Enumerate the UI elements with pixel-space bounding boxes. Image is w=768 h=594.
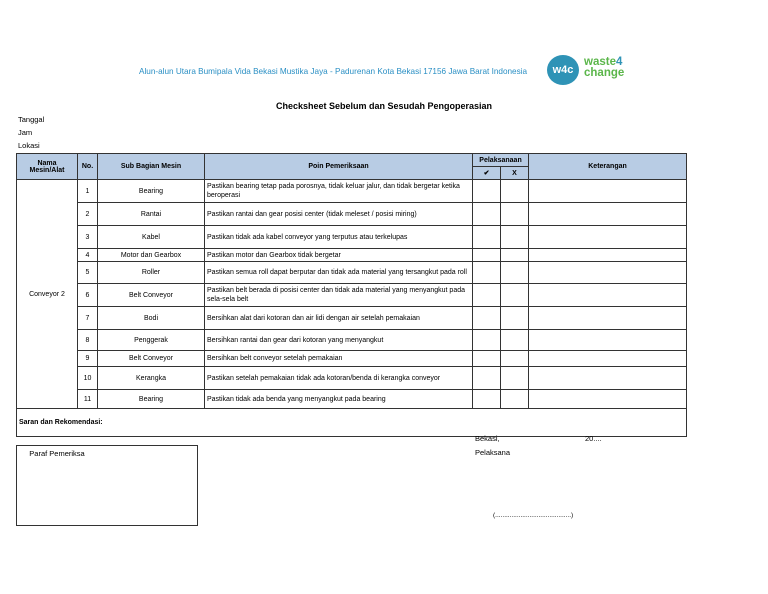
x-cell[interactable] xyxy=(501,180,529,203)
keterangan-cell[interactable] xyxy=(529,284,687,307)
keterangan-cell[interactable] xyxy=(529,180,687,203)
saran-rekomendasi[interactable] xyxy=(17,409,687,437)
checksheet-table xyxy=(16,153,687,437)
machine-name: Conveyor 2 xyxy=(17,180,78,409)
table-row xyxy=(17,249,687,262)
logo-number: 4 xyxy=(615,56,623,68)
row-poin: Bersihkan belt conveyor setelah pemakaian xyxy=(205,351,473,367)
row-no: 11 xyxy=(78,390,98,409)
check-cell[interactable] xyxy=(473,330,501,351)
row-sub: Kerangka xyxy=(98,367,205,390)
row-sub: Bodi xyxy=(98,307,205,330)
check-cell[interactable] xyxy=(473,262,501,284)
label-lokasi: Lokasi xyxy=(18,141,40,150)
table-row xyxy=(17,367,687,390)
keterangan-cell[interactable] xyxy=(529,307,687,330)
x-cell[interactable] xyxy=(501,226,529,249)
keterangan-cell[interactable] xyxy=(529,351,687,367)
page-title: Checksheet Sebelum dan Sesudah Pengoperasian xyxy=(275,101,493,111)
row-poin: Pastikan semua roll dapat berputar dan tidak ada material yang tersangkut pada roll xyxy=(205,262,473,284)
company-address: Alun-alun Utara Bumipala Vida Bekasi Mustika Jaya - Padurenan Kota Bekasi 17156 Jawa Barat Indonesia xyxy=(139,67,528,76)
table-row xyxy=(17,226,687,249)
row-sub: Belt Conveyor xyxy=(98,351,205,367)
logo-word-bottom: change xyxy=(584,67,625,79)
x-cell[interactable] xyxy=(501,307,529,330)
header-pelaksanaan: Pelaksanaan xyxy=(473,154,529,167)
row-sub: Penggerak xyxy=(98,330,205,351)
signature-line: (..........................................) xyxy=(493,512,574,519)
check-cell[interactable] xyxy=(473,390,501,409)
row-poin: Pastikan tidak ada benda yang menyangkut pada bearing xyxy=(205,390,473,409)
keterangan-cell[interactable] xyxy=(529,390,687,409)
table-row xyxy=(17,262,687,284)
check-cell[interactable] xyxy=(473,351,501,367)
x-cell[interactable] xyxy=(501,262,529,284)
company-logo xyxy=(547,55,647,85)
row-no: 5 xyxy=(78,262,98,284)
x-cell[interactable] xyxy=(501,284,529,307)
row-poin: Pastikan belt berada di posisi center dan tidak ada material yang menyangkut pada sela-sela belt xyxy=(205,284,473,307)
footer-pelaksana: Pelaksana xyxy=(475,448,511,457)
row-sub: Bearing xyxy=(98,390,205,409)
x-cell[interactable] xyxy=(501,203,529,226)
label-jam: Jam xyxy=(18,128,33,137)
check-cell[interactable] xyxy=(473,180,501,203)
x-cell[interactable] xyxy=(501,249,529,262)
header-nama-mesin: Nama Mesin/Alat xyxy=(17,154,78,180)
check-cell[interactable] xyxy=(473,367,501,390)
saran-label: Saran dan Rekomendasi: xyxy=(19,419,103,426)
row-no: 10 xyxy=(78,367,98,390)
row-no: 1 xyxy=(78,180,98,203)
label-tanggal: Tanggal xyxy=(18,115,45,124)
check-cell[interactable] xyxy=(473,307,501,330)
row-poin: Pastikan motor dan Gearbox tidak bergetar xyxy=(205,249,473,262)
row-no: 3 xyxy=(78,226,98,249)
table-row xyxy=(17,284,687,307)
x-cell[interactable] xyxy=(501,330,529,351)
row-sub: Bearing xyxy=(98,180,205,203)
row-no: 8 xyxy=(78,330,98,351)
row-no: 7 xyxy=(78,307,98,330)
check-cell[interactable] xyxy=(473,203,501,226)
row-no: 6 xyxy=(78,284,98,307)
keterangan-cell[interactable] xyxy=(529,249,687,262)
paraf-label: Paraf Pemeriksa xyxy=(29,449,85,458)
header-poin: Poin Pemeriksaan xyxy=(205,154,473,180)
keterangan-cell[interactable] xyxy=(529,203,687,226)
keterangan-cell[interactable] xyxy=(529,226,687,249)
row-poin: Pastikan bearing tetap pada porosnya, tidak keluar jalur, dan tidak bergetar ketika beroperasi xyxy=(205,180,473,203)
table-row xyxy=(17,351,687,367)
header-no: No. xyxy=(78,154,98,180)
row-poin: Pastikan tidak ada kabel conveyor yang terputus atau terkelupas xyxy=(205,226,473,249)
logo-word-top: waste xyxy=(584,56,616,68)
saran-row xyxy=(17,409,687,437)
keterangan-cell[interactable] xyxy=(529,367,687,390)
table-row xyxy=(17,203,687,226)
table-row xyxy=(17,330,687,351)
header-x: X xyxy=(501,167,529,180)
logo-wordmark xyxy=(584,57,624,79)
row-poin: Bersihkan alat dari kotoran dan air lidi dengan air setelah pemakaian xyxy=(205,307,473,330)
keterangan-cell[interactable] xyxy=(529,262,687,284)
row-poin: Bersihkan rantai dan gear dari kotoran yang menyangkut xyxy=(205,330,473,351)
row-no: 9 xyxy=(78,351,98,367)
x-cell[interactable] xyxy=(501,390,529,409)
header-sub-bagian: Sub Bagian Mesin xyxy=(98,154,205,180)
table-row xyxy=(17,307,687,330)
row-sub: Rantai xyxy=(98,203,205,226)
check-cell[interactable] xyxy=(473,284,501,307)
row-no: 4 xyxy=(78,249,98,262)
check-cell[interactable] xyxy=(473,249,501,262)
table-row xyxy=(17,390,687,409)
x-cell[interactable] xyxy=(501,351,529,367)
row-sub: Roller xyxy=(98,262,205,284)
row-sub: Belt Conveyor xyxy=(98,284,205,307)
header-keterangan: Keterangan xyxy=(529,154,687,180)
header-check-icon: ✔ xyxy=(473,167,501,180)
row-sub: Motor dan Gearbox xyxy=(98,249,205,262)
row-sub: Kabel xyxy=(98,226,205,249)
paraf-box[interactable] xyxy=(16,445,198,526)
footer-city: Bekasi, xyxy=(475,434,500,443)
row-poin: Pastikan rantai dan gear posisi center (tidak meleset / posisi miring) xyxy=(205,203,473,226)
keterangan-cell[interactable] xyxy=(529,330,687,351)
check-cell[interactable] xyxy=(473,226,501,249)
footer-year: 20.... xyxy=(585,434,602,443)
row-poin: Pastikan setelah pemakaian tidak ada kotoran/benda di kerangka conveyor xyxy=(205,367,473,390)
logo-mark-icon: w4c xyxy=(547,55,579,85)
row-no: 2 xyxy=(78,203,98,226)
x-cell[interactable] xyxy=(501,367,529,390)
table-row xyxy=(17,180,687,203)
